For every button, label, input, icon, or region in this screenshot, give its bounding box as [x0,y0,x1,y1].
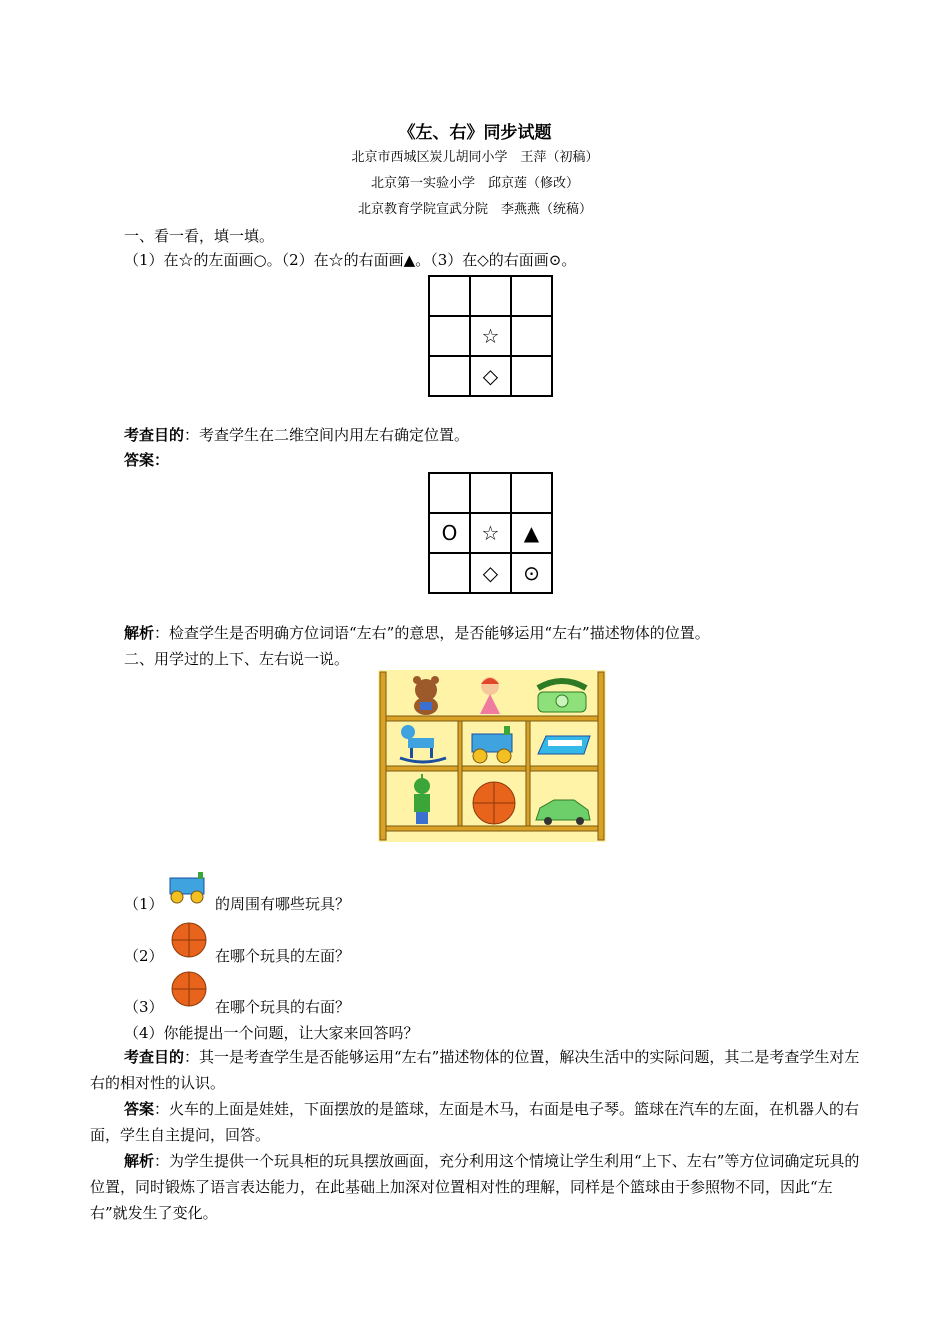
dot-circle-symbol: ⊙ [512,554,553,594]
question-1-number: （1） [124,895,164,913]
toy-shelf-illustration [378,670,606,842]
robot-icon [414,774,430,824]
basketball-icon [473,782,515,824]
question-grid [428,275,553,397]
section1-purpose [124,424,469,445]
basketball-icon [170,970,208,1008]
basketball-icon [170,921,208,959]
section1-heading: 一、看一看，填一填。 [124,227,275,245]
section1-answer [124,449,169,470]
star-symbol: ☆ [471,514,512,554]
shelf-divider [526,721,530,826]
author-line-3: 北京教育学院宣武分院 李燕燕（统稿） [357,202,592,217]
toy-train-icon [166,870,210,906]
question-3-number: （3） [124,998,164,1016]
section2-answer [90,1096,862,1148]
question-2-text: 在哪个玩具的左面？ [215,947,351,965]
star-symbol: ☆ [471,317,512,357]
question-3-text: 在哪个玩具的右面？ [215,998,351,1016]
answer-grid [428,472,553,594]
grid-cell [430,554,471,594]
shelf-post-right [598,672,604,840]
diamond-symbol: ◇ [471,357,512,397]
analysis-label: 解析 [124,624,155,642]
grid-cell [430,357,471,397]
answer-colon: ： [154,451,170,469]
grid-cell [512,317,553,357]
purpose-text: ：考查学生在二维空间内用左右确定位置。 [184,426,470,444]
shelf-divider [458,721,462,826]
page-title: 《左、右》同步试题 [398,123,552,143]
grid-cell [471,277,512,317]
section2-purpose [90,1044,862,1096]
diamond-symbol: ◇ [471,554,512,594]
answer-label: 答案 [124,451,155,469]
circle-symbol: O [430,514,471,554]
grid-cell [471,474,512,514]
shelf-post-left [380,672,386,840]
author-line-2: 北京第一实验小学 邱京莲（修改） [370,176,579,191]
answer-text: ：火车的上面是娃娃，下面摆放的是篮球，左面是木马，右面是电子琴。篮球在汽车的左面，在机器人的右面，学生自主提问，回答。 [90,1100,860,1144]
analysis-text: ：检查学生是否明确方位词语“左右”的意思，是否能够运用“左右”描述物体的位置。 [154,624,710,642]
grid-cell [512,474,553,514]
analysis-text: ：为学生提供一个玩具柜的玩具摆放画面，充分利用这个情境让学生利用“上下、左右”等方位词确定玩具的位置，同时锻炼了语言表达能力，在此基础上加深对位置相对性的理解，同样是个篮球由于参照物不同，因此“左右”就发生了变化。 [90,1152,860,1222]
section1-instruction: （1）在☆的左面画○。（2）在☆的右面画▲。（3）在◇的右面画⊙。 [124,251,577,269]
grid-cell [512,357,553,397]
question-1-text: 的周围有哪些玩具？ [215,895,351,913]
purpose-label: 考查目的 [124,1048,185,1066]
section2-heading: 二、用学过的上下、左右说一说。 [124,650,350,668]
shelf-board [386,766,598,771]
analysis-label: 解析 [124,1152,155,1170]
triangle-symbol: ▲ [512,514,553,554]
question-4: （4）你能提出一个问题，让大家来回答吗？ [124,1024,419,1042]
purpose-label: 考查目的 [124,426,185,444]
purpose-text: ：其一是考查学生是否能够运用“左右”描述物体的位置，解决生活中的实际问题，其二是考查学生对左右的相对性的认识。 [90,1048,860,1092]
answer-label: 答案 [124,1100,155,1118]
section2-analysis [90,1148,862,1226]
grid-cell [430,277,471,317]
grid-cell [430,317,471,357]
shelf-board [386,716,598,721]
grid-cell [430,474,471,514]
section1-analysis [124,622,710,643]
teddy-bear-icon [413,676,439,715]
shelf-board [386,826,598,831]
electronic-keyboard-icon [538,736,590,754]
grid-cell [512,277,553,317]
author-line-1: 北京市西城区炭儿胡同小学 王萍（初稿） [351,150,599,165]
question-2-number: （2） [124,947,164,965]
